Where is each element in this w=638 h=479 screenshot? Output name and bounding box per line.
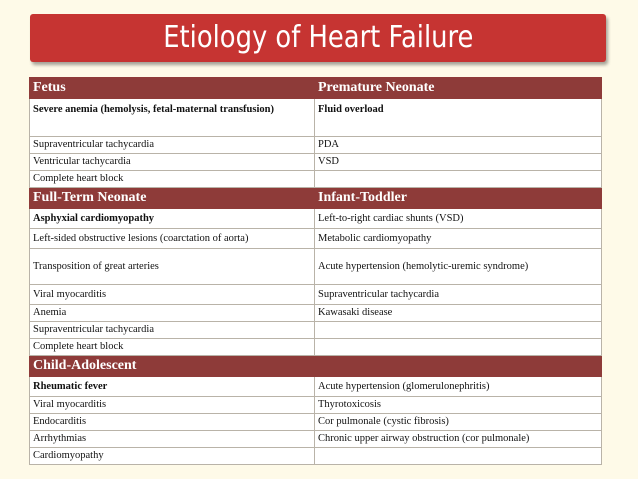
table-row [30,431,602,448]
etiology-table [29,77,602,465]
table-row [30,322,602,339]
table-cell [315,322,602,339]
table-row [30,414,602,431]
table-cell: Fluid overload [315,99,602,137]
table-cell: Cor pulmonale (cystic fibrosis) [315,414,602,431]
table-cell: Anemia [30,305,315,322]
table-row [30,171,602,188]
table-row [30,99,602,137]
table-cell: VSD [315,154,602,171]
table-cell: Supraventricular tachycardia [30,137,315,154]
table-cell: Viral myocarditis [30,285,315,305]
table-cell: Left-sided obstructive lesions (coarctation of aorta) [30,229,315,249]
title-banner [30,14,606,62]
table-cell: Transposition of great arteries [30,249,315,285]
table-cell [315,448,602,465]
table-cell: Metabolic cardiomyopathy [315,229,602,249]
table-cell: Endocarditis [30,414,315,431]
table-cell: Complete heart block [30,171,315,188]
table-row [30,448,602,465]
section-header-left: Fetus [30,78,315,99]
table-cell: Rheumatic fever [30,377,315,397]
section-header-row [30,78,602,99]
table-cell: Left-to-right cardiac shunts (VSD) [315,209,602,229]
table-cell: Severe anemia (hemolysis, fetal-maternal transfusion) [30,99,315,137]
table-cell: Acute hypertension (hemolytic-uremic syndrome) [315,249,602,285]
table-row [30,305,602,322]
table-row [30,154,602,171]
table-cell: Supraventricular tachycardia [315,285,602,305]
table-cell: Ventricular tachycardia [30,154,315,171]
table-cell: Complete heart block [30,339,315,356]
table-row [30,397,602,414]
table-row [30,377,602,397]
table-cell: Acute hypertension (glomerulonephritis) [315,377,602,397]
section-header-right: Infant-Toddler [315,188,602,209]
section-header-right [315,356,602,377]
table-row [30,137,602,154]
table-cell: Arrhythmias [30,431,315,448]
table-cell: Chronic upper airway obstruction (cor pulmonale) [315,431,602,448]
section-header-left: Full-Term Neonate [30,188,315,209]
table-row [30,249,602,285]
section-header-left: Child-Adolescent [30,356,315,377]
page-title: Etiology of Heart Failure [162,20,474,55]
table-cell: Viral myocarditis [30,397,315,414]
section-header-right: Premature Neonate [315,78,602,99]
table-cell: Cardiomyopathy [30,448,315,465]
section-header-row [30,356,602,377]
table-cell: Kawasaki disease [315,305,602,322]
table-cell: PDA [315,137,602,154]
table-cell: Asphyxial cardiomyopathy [30,209,315,229]
table-cell: Thyrotoxicosis [315,397,602,414]
table-cell: Supraventricular tachycardia [30,322,315,339]
table-cell [315,339,602,356]
table-row [30,209,602,229]
table-row [30,339,602,356]
table-row [30,285,602,305]
table-row [30,229,602,249]
section-header-row [30,188,602,209]
table-cell [315,171,602,188]
